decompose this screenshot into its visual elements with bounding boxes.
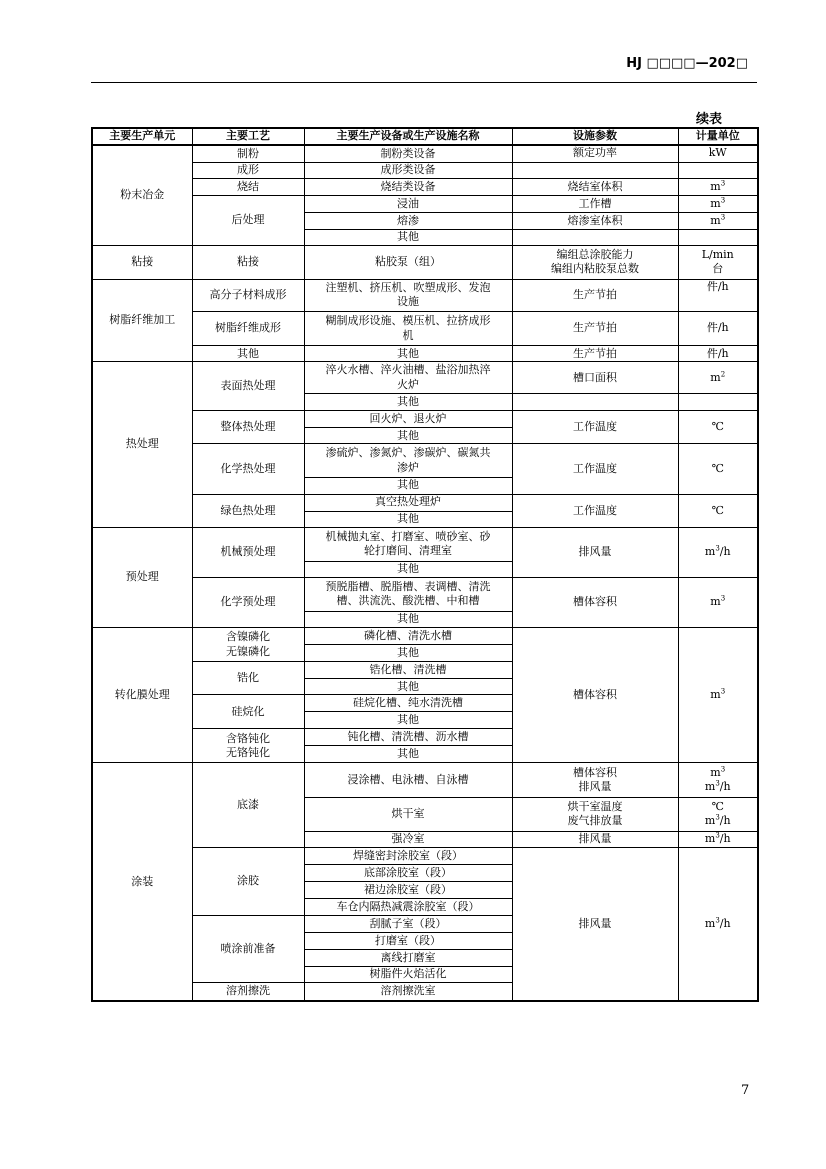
unit-measure-cell: $m^3$ $m^3/h$ [678, 763, 758, 797]
unit-cell: 转化膜处理 [92, 628, 192, 763]
param-cell: 工作槽 [512, 195, 678, 212]
param-cell: 编组总涂胶能力 编组内粘胶泵总数 [512, 245, 678, 279]
process-cell: 化学热处理 [192, 444, 304, 494]
table-row [92, 444, 758, 477]
facility-cell: 离线打磨室 [304, 949, 512, 966]
unit-measure-cell: $m^3$ [678, 628, 758, 763]
table-row [92, 346, 758, 362]
unit-measure-cell: $m^2$ [678, 362, 758, 394]
table-row [92, 162, 758, 178]
process-cell: 涂胶 [192, 847, 304, 915]
unit-measure-cell: ℃ [678, 444, 758, 494]
facility-cell: 刮腻子室（段） [304, 915, 512, 932]
unit-measure-cell: L/min 台 [678, 245, 758, 279]
unit-measure-cell: 件/h [678, 312, 758, 346]
unit-measure-cell: 件/h [678, 346, 758, 362]
column-header: 主要生产单元 [92, 128, 192, 145]
unit-measure-cell [678, 162, 758, 178]
table-row [92, 312, 758, 346]
unit-cell: 热处理 [92, 362, 192, 528]
param-cell: 生产节拍 [512, 346, 678, 362]
facility-cell: 成形类设备 [304, 162, 512, 178]
unit-measure-cell: $m^3/h$ [678, 847, 758, 1001]
continued-label: 续表 [696, 112, 723, 127]
table-row [92, 279, 758, 311]
param-cell: 额定功率 [512, 145, 678, 162]
table-row [92, 178, 758, 195]
column-header: 主要生产设备或生产设施名称 [304, 128, 512, 145]
facility-cell: 其他 [304, 679, 512, 695]
unit-measure-cell [678, 394, 758, 411]
facility-cell: 熔渗 [304, 212, 512, 229]
facility-cell: 打磨室（段） [304, 932, 512, 949]
facility-cell: 预脱脂槽、脱脂槽、表调槽、清洗 槽、洪流洗、酸洗槽、中和槽 [304, 577, 512, 611]
process-cell: 硅烷化 [192, 695, 304, 729]
param-cell [512, 394, 678, 411]
unit-measure-cell [678, 229, 758, 245]
param-cell: 槽口面积 [512, 362, 678, 394]
unit-measure-cell: kW [678, 145, 758, 162]
facility-cell: 淬火水槽、淬火油槽、盐浴加热淬 火炉 [304, 362, 512, 394]
facility-cell: 烘干室 [304, 797, 512, 831]
process-cell: 化学预处理 [192, 577, 304, 627]
param-cell: 工作温度 [512, 494, 678, 527]
facility-cell: 焊缝密封涂胶室（段） [304, 847, 512, 864]
param-cell: 生产节拍 [512, 279, 678, 311]
facility-cell: 磷化槽、清洗水槽 [304, 628, 512, 645]
standard-number: HJ □□□□—202□ [626, 56, 748, 71]
param-cell: 排风量 [512, 527, 678, 577]
page-number: 7 [741, 1083, 750, 1098]
param-cell: 槽体容积 [512, 628, 678, 763]
facility-cell: 其他 [304, 746, 512, 763]
param-cell: 生产节拍 [512, 312, 678, 346]
facility-cell: 底部涂胶室（段） [304, 864, 512, 881]
facility-cell: 其他 [304, 229, 512, 245]
facility-cell: 溶剂擦洗室 [304, 983, 512, 1001]
unit-measure-cell: 件/h [678, 279, 758, 311]
facility-cell: 强冷室 [304, 831, 512, 847]
facility-cell: 制粉类设备 [304, 145, 512, 162]
facility-cell: 机械抛丸室、打磨室、喷砂室、砂 轮打磨间、清理室 [304, 527, 512, 561]
unit-measure-cell: $m^3$ [678, 577, 758, 627]
facility-cell: 真空热处理炉 [304, 494, 512, 511]
process-cell: 锆化 [192, 662, 304, 695]
process-cell: 后处理 [192, 195, 304, 245]
param-cell [512, 162, 678, 178]
table-row [92, 494, 758, 511]
unit-measure-cell: $m^3$ [678, 212, 758, 229]
facility-cell: 其他 [304, 511, 512, 527]
facility-cell: 硅烷化槽、纯水清洗槽 [304, 695, 512, 712]
facility-cell: 裙边涂胶室（段） [304, 881, 512, 898]
facility-cell: 其他 [304, 346, 512, 362]
unit-measure-cell: $m^3$ [678, 178, 758, 195]
column-header: 计量单位 [678, 128, 758, 145]
param-cell [512, 229, 678, 245]
facility-cell: 烧结类设备 [304, 178, 512, 195]
table-row [92, 411, 758, 428]
facility-cell: 树脂件火焰活化 [304, 966, 512, 982]
param-cell: 熔渗室体积 [512, 212, 678, 229]
unit-measure-cell: ℃ [678, 494, 758, 527]
facility-cell: 浸涂槽、电泳槽、自泳槽 [304, 763, 512, 797]
facility-cell: 糊制成形设施、模压机、拉挤成形 机 [304, 312, 512, 346]
table-row [92, 527, 758, 561]
process-cell: 底漆 [192, 763, 304, 847]
process-cell: 其他 [192, 346, 304, 362]
process-cell: 高分子材料成形 [192, 279, 304, 311]
unit-cell: 粉末冶金 [92, 145, 192, 245]
facility-cell: 锆化槽、清洗槽 [304, 662, 512, 679]
process-cell: 绿色热处理 [192, 494, 304, 527]
param-cell: 槽体容积 排风量 [512, 763, 678, 797]
process-cell: 表面热处理 [192, 362, 304, 411]
table-header-row [92, 128, 758, 145]
table-row [92, 628, 758, 645]
table-row [92, 577, 758, 611]
param-cell: 排风量 [512, 847, 678, 1001]
facility-cell: 其他 [304, 428, 512, 444]
unit-measure-cell: $m^3$ [678, 195, 758, 212]
unit-cell: 预处理 [92, 527, 192, 627]
process-cell: 烧结 [192, 178, 304, 195]
table-row [92, 847, 758, 864]
unit-cell: 涂装 [92, 763, 192, 1001]
param-cell: 烧结室体积 [512, 178, 678, 195]
facility-cell: 其他 [304, 645, 512, 662]
facility-cell: 钝化槽、清洗槽、沥水槽 [304, 729, 512, 746]
facility-cell: 其他 [304, 477, 512, 494]
process-cell: 喷涂前准备 [192, 915, 304, 982]
unit-measure-cell: $m^3/h$ [678, 831, 758, 847]
param-cell: 槽体容积 [512, 577, 678, 627]
facility-cell: 渗硫炉、渗氮炉、渗碳炉、碳氮共 渗炉 [304, 444, 512, 477]
facility-cell: 车仓内隔热减震涂胶室（段） [304, 898, 512, 915]
equipment-table [91, 127, 759, 1002]
process-cell: 粘接 [192, 245, 304, 279]
process-cell: 含镍磷化 无镍磷化 [192, 628, 304, 662]
process-cell: 整体热处理 [192, 411, 304, 444]
facility-cell: 其他 [304, 611, 512, 627]
facility-cell: 其他 [304, 561, 512, 577]
process-cell: 溶剂擦洗 [192, 983, 304, 1001]
process-cell: 成形 [192, 162, 304, 178]
facility-cell: 浸油 [304, 195, 512, 212]
unit-cell: 粘接 [92, 245, 192, 279]
param-cell: 排风量 [512, 831, 678, 847]
facility-cell: 其他 [304, 394, 512, 411]
param-cell: 烘干室温度 废气排放量 [512, 797, 678, 831]
process-cell: 机械预处理 [192, 527, 304, 577]
facility-cell: 回火炉、退火炉 [304, 411, 512, 428]
table-row [92, 763, 758, 797]
unit-measure-cell: $m^3/h$ [678, 527, 758, 577]
facility-cell: 注塑机、挤压机、吹塑成形、发泡 设施 [304, 279, 512, 311]
header-rule [91, 82, 757, 83]
unit-measure-cell: ℃ [678, 411, 758, 444]
param-cell: 工作温度 [512, 444, 678, 494]
process-cell: 树脂纤维成形 [192, 312, 304, 346]
process-cell: 制粉 [192, 145, 304, 162]
facility-cell: 粘胶泵（组） [304, 245, 512, 279]
process-cell: 含铬钝化 无铬钝化 [192, 729, 304, 763]
param-cell: 工作温度 [512, 411, 678, 444]
column-header: 设施参数 [512, 128, 678, 145]
table-row [92, 195, 758, 212]
table-row [92, 145, 758, 162]
unit-cell: 树脂纤维加工 [92, 279, 192, 361]
unit-measure-cell: ℃ $m^3/h$ [678, 797, 758, 831]
facility-cell: 其他 [304, 712, 512, 729]
table-row [92, 245, 758, 279]
table-row [92, 362, 758, 394]
column-header: 主要工艺 [192, 128, 304, 145]
